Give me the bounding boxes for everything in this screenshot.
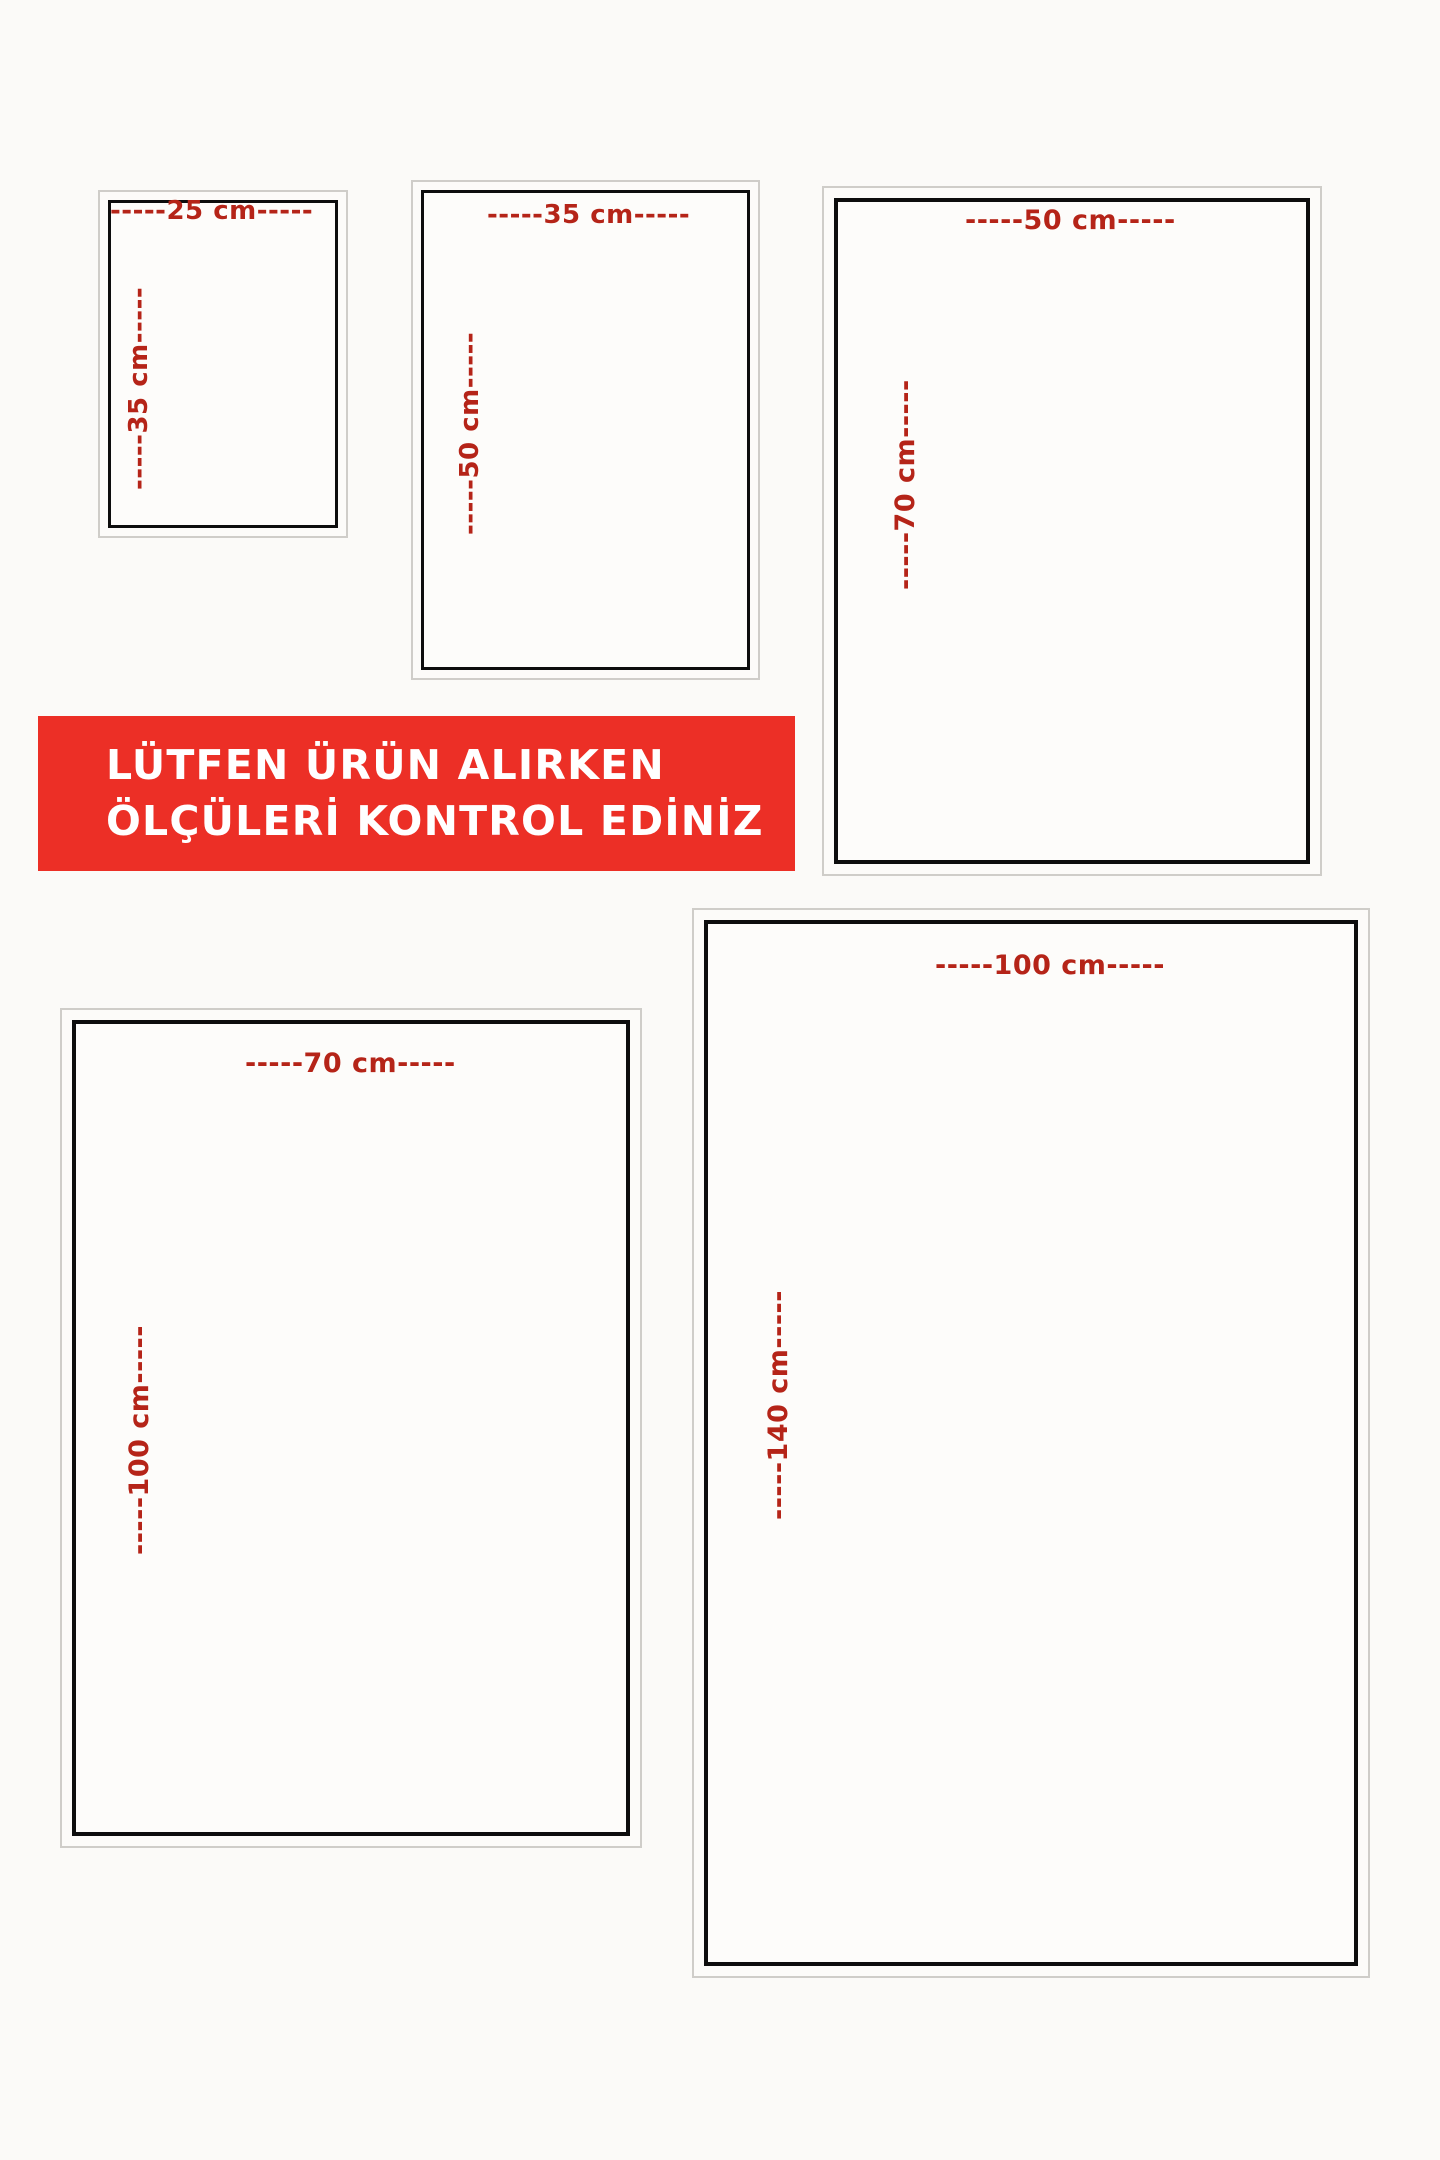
dimension-width-35x50: -----35 cm----- [487,200,691,230]
frame-inner-100x140 [704,920,1358,1966]
dimension-height-70x100: -----100 cm----- [124,1325,155,1555]
dimension-height-100x140: -----140 cm----- [763,1290,794,1520]
dimension-width-100x140: -----100 cm----- [935,950,1165,981]
dimension-height-35x50: -----50 cm----- [455,331,485,535]
dimension-width-25x35: -----25 cm----- [110,196,314,226]
warning-banner [38,716,795,871]
warning-line-2: ÖLÇÜLERİ KONTROL EDİNİZ [106,796,764,845]
dimension-width-70x100: -----70 cm----- [245,1048,456,1079]
dimension-height-50x70: -----70 cm----- [890,379,921,590]
frame-inner-70x100 [72,1020,630,1836]
dimension-height-25x35: -----35 cm----- [124,286,154,490]
dimension-width-50x70: -----50 cm----- [965,205,1176,236]
warning-line-1: LÜTFEN ÜRÜN ALIRKEN [106,741,665,790]
